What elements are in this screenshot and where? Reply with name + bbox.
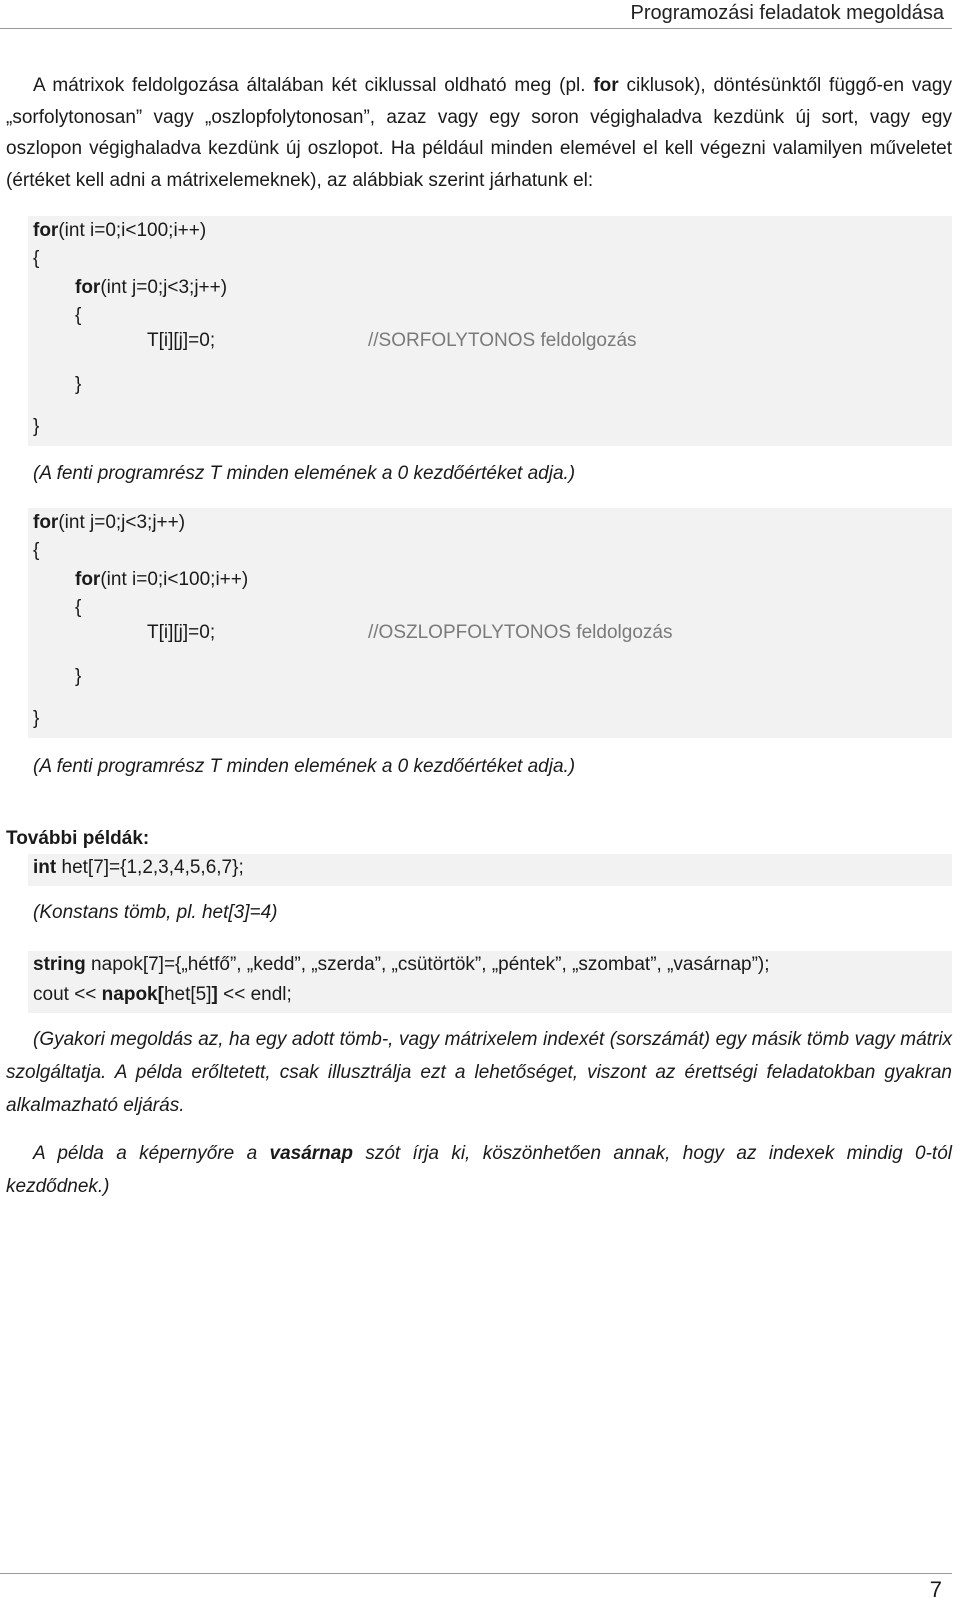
code-block-string-array — [28, 951, 952, 1013]
result-text-1: A példa a képernyőre a — [33, 1143, 270, 1164]
code-text: (int j=0;j<3;j++) — [100, 277, 228, 298]
note-column-major: (A fenti programrész T minden elemének a 0 kezdőértéket adja.) — [33, 756, 576, 777]
code-text: (int i=0;i<100;i++) — [58, 220, 207, 241]
intro-for-keyword: for — [593, 75, 619, 96]
code-text: (int j=0;j<3;j++) — [58, 512, 186, 533]
code-brace: } — [33, 708, 40, 729]
code-bold: ] — [211, 984, 218, 1005]
intro-text-1: A mátrixok feldolgozása általában két ciklussal oldható meg (pl. — [33, 75, 594, 96]
note-const-array: (Konstans tömb, pl. het[3]=4) — [33, 902, 278, 923]
result-paragraph — [6, 1137, 952, 1203]
code-brace: } — [33, 416, 40, 437]
intro-paragraph — [6, 70, 952, 196]
code-text: het[5] — [163, 984, 212, 1005]
code-brace: { — [75, 597, 82, 618]
code-text: napok[7]={„hétfő”, „kedd”, „szerda”, „csütörtök”, „péntek”, „szombat”, „vasárnap”); — [85, 954, 770, 975]
code-brace: { — [75, 305, 82, 326]
code-keyword: for — [75, 569, 101, 590]
code-text: (int i=0;i<100;i++) — [100, 569, 249, 590]
result-bold-word: vasárnap — [269, 1143, 353, 1164]
code-keyword: for — [33, 512, 59, 533]
header-title: Programozási feladatok megoldása — [630, 2, 944, 24]
code-comment: //SORFOLYTONOS feldolgozás — [368, 330, 637, 351]
code-block-column-major — [28, 508, 952, 738]
page-header — [0, 0, 952, 30]
code-brace: } — [75, 666, 82, 687]
code-statement: T[i][j]=0; — [147, 622, 216, 643]
intro-text-2: ciklusok), döntésünktől függő-en vagy „sorfolytonosan” vagy „oszlopfolytonosan”, azaz vagy egy soron végighaladva kezdünk új sort, vagy egy oszlopon végighaladva kezdünk új oszlopot. Ha például minden elemével el kell végezni valamilyen műveletet (értéket kell adni a mátrixelemeknek), az alábbiak szerint járhatunk el: — [6, 75, 952, 191]
note-row-major: (A fenti programrész T minden elemének a 0 kezdőértéket adja.) — [33, 463, 576, 484]
code-comment: //OSZLOPFOLYTONOS feldolgozás — [368, 622, 673, 643]
code-block-row-major — [28, 216, 952, 446]
explanation-paragraph: (Gyakori megoldás az, ha egy adott tömb-, vagy mátrixelem indexét (sorszámát) egy másik tömb vagy mátrix szolgáltatja. A példa erőltetett, csak illusztrálja ezt a lehetőséget, viszont az érettségi feladatokban gyakran alkalmazható eljárás. — [6, 1029, 952, 1116]
code-keyword: int — [33, 857, 57, 878]
code-keyword: for — [75, 277, 101, 298]
code-brace: } — [75, 374, 82, 395]
code-bold: napok[ — [101, 984, 164, 1005]
code-statement: T[i][j]=0; — [147, 330, 216, 351]
page-number: 7 — [929, 1577, 942, 1602]
code-brace: { — [33, 248, 40, 269]
code-text: het[7]={1,2,3,4,5,6,7}; — [56, 857, 244, 878]
footer-rule — [0, 1573, 952, 1574]
code-brace: { — [33, 540, 40, 561]
code-block-const-array — [28, 854, 952, 886]
header-rule — [0, 28, 952, 29]
code-keyword: for — [33, 220, 59, 241]
code-text: << endl; — [217, 984, 292, 1005]
result-text-2: szót írja ki, köszönhetően annak, hogy az indexek mindig 0-tól kezdődnek.) — [6, 1143, 952, 1197]
section-heading: További példák: — [6, 828, 150, 849]
code-text: cout << — [33, 984, 102, 1005]
code-keyword: string — [33, 954, 86, 975]
